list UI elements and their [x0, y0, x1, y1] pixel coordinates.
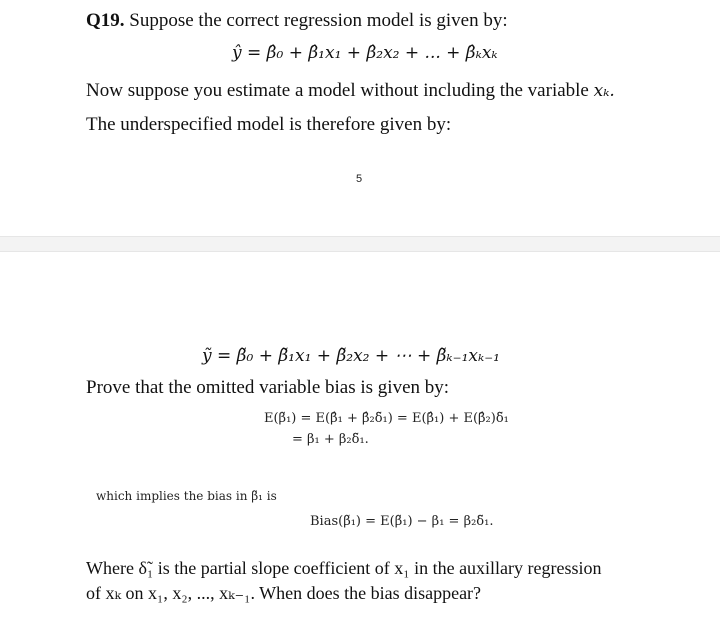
- omit-variable-text: Now suppose you estimate a model without including the variable: [86, 80, 594, 101]
- bias-question: of xₖ on x₁, x₂, ..., xₖ₋₁. When does the bias disappear?: [86, 583, 482, 603]
- question-number: Q19.: [86, 10, 125, 31]
- question-intro-text: Suppose the correct regression model is given by:: [124, 10, 508, 31]
- bias-equation: Bias(β̃₁) = E(β̃₁) − β₁ = β₂δ̃₁.: [310, 514, 494, 529]
- expectation-equation-line1: E(β̃₁) = E(β̂₁ + β̂₂δ̃₁) = E(β̂₁) + E(β̂₂)δ̃₁: [264, 411, 509, 426]
- omitted-variable: xₖ.: [593, 81, 615, 101]
- expectation-equation-line2: = β₁ + β₂δ̃₁.: [292, 432, 369, 447]
- question-intro: [86, 10, 508, 32]
- page-number: 5: [356, 173, 363, 185]
- correct-model-equation: ŷ = β̂₀ + β̂₁x₁ + β̂₂x₂ + ... + β̂ₖxₖ: [232, 43, 498, 63]
- omit-variable-line: [86, 80, 615, 102]
- underspecified-model-equation: ỹ = β̃₀ + β̃₁x₁ + β̃₂x₂ + ⋯ + β̃ₖ₋₁xₖ₋₁: [202, 346, 500, 366]
- implies-bias-text: which implies the bias in β̃₁ is: [96, 489, 277, 503]
- prove-statement: Prove that the omitted variable bias is given by:: [86, 377, 450, 398]
- where-statement: Where δ̃₁ is the partial slope coefficient of x₁ in the auxillary regression: [86, 558, 602, 578]
- underspecified-intro: The underspecified model is therefore given by:: [86, 114, 452, 135]
- page-break-divider: [0, 236, 720, 252]
